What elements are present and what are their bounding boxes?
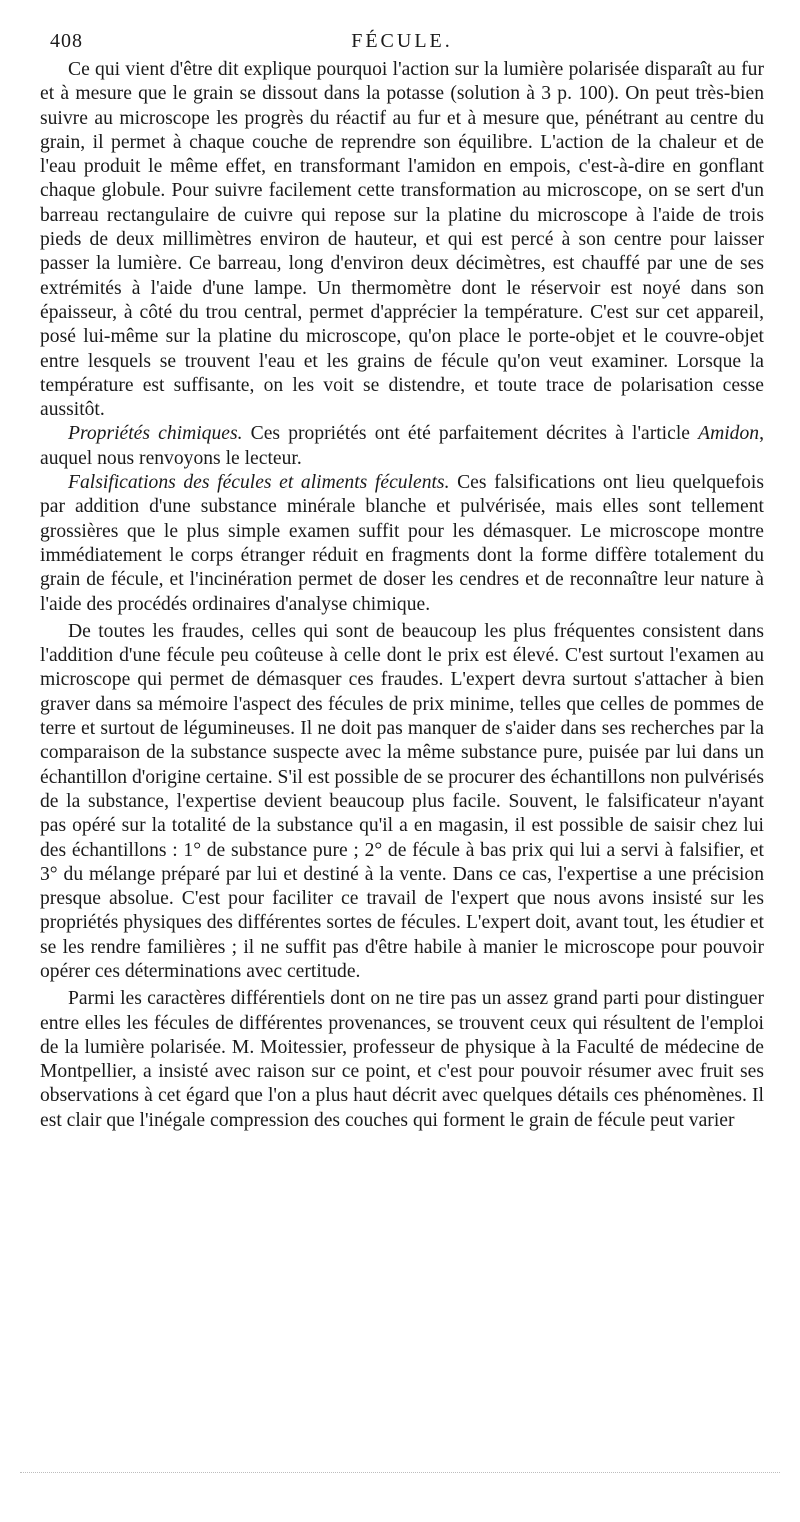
article-reference-amidon: Amidon xyxy=(698,423,760,445)
paragraph-falsifications xyxy=(40,471,764,617)
section-heading-proprietes-chimiques: Propriétés chimiques. xyxy=(68,423,243,445)
paragraph-text: Ces falsifications ont lieu quelquefois par addition d'une substance minérale blanche et pulvérisée, mais elles sont tellement grossières que le plus simple examen suffit pour les démasquer. Le microscope montre immédiatement le corps étranger réduit en fragments dont la forme diffère totalement du grain de fécule, et l'incinération permet de doser les cendres et de reconnaître leur nature à l'aide des procédés ordinaires d'analyse chimique. xyxy=(40,472,764,615)
paragraph-proprietes-chimiques xyxy=(40,422,764,471)
page-header xyxy=(40,30,764,58)
scan-noise-divider xyxy=(20,1472,780,1473)
page-number: 408 xyxy=(50,30,83,52)
body-text xyxy=(40,58,764,1133)
running-head: FÉCULE. xyxy=(351,30,453,52)
paragraph-text: , auquel nous renvoyons le lecteur. xyxy=(40,423,764,469)
paragraph-text: Ces propriétés ont été parfaitement décrites à l'article xyxy=(242,423,699,445)
paragraph-polarisation: Ce qui vient d'être dit explique pourquoi l'action sur la lumière polarisée disparaît au fur et à mesure que le grain se dissout dans la potasse (solution à 3 p. 100). On peut très-bien suivre au microscope les progrès du réactif au fur et à mesure que, pénétrant au centre du grain, il permet à chaque couche de reprendre son équilibre. L'action de la chaleur et de l'eau produit le même effet, en transformant l'amidon en empois, c'est-à-dire en gonflant chaque globule. Pour suivre facilement cette transformation au microscope, on se sert d'un barreau rectangulaire de cuivre qui repose sur la platine du microscope à l'aide de trois pieds de deux millimètres environ de hauteur, et qui est percé à son centre pour laisser passer la lumière. Ce barreau, long d'environ deux décimètres, est chauffé par une de ses extrémités à l'aide d'une lampe. Un thermomètre dont le réservoir est noyé dans son épaisseur, à côté du trou central, permet d'apprécier la température. C'est sur cet appareil, posé lui-même sur la platine du microscope, qu'on place le porte-objet et le couvre-objet entre lesquels se trouvent l'eau et les grains de fécule qu'on veut examiner. Lorsque la température est suffisante, on les voit se distendre, et toute trace de polarisation cesse aussitôt. xyxy=(40,59,764,421)
book-page xyxy=(40,30,764,1133)
paragraph-caracteres-differentiels: Parmi les caractères différentiels dont on ne tire pas un assez grand parti pour distinguer entre elles les fécules de différentes provenances, se trouvent ceux qui résultent de l'emploi de la lumière polarisée. M. Moitessier, professeur de physique à la Faculté de médecine de Montpellier, a insisté avec raison sur ce point, et c'est pour pouvoir résumer avec fruit ses observations à cet égard que l'on a plus haut décrit avec quelques détails ces phénomènes. Il est clair que l'inégale compression des couches qui forment le grain de fécule peut varier xyxy=(40,988,764,1131)
paragraph-fraudes: De toutes les fraudes, celles qui sont de beaucoup les plus fréquentes consistent dans l'addition d'une fécule peu coûteuse à celle dont le prix est élevé. C'est surtout l'examen au microscope qui permet de démasquer ces fraudes. L'expert devra surtout s'attacher à bien graver dans sa mémoire l'aspect des fécules de prix minime, telles que celles de pommes de terre et surtout de légumineuses. Il ne doit pas manquer de s'aider dans ses recherches par la comparaison de la substance suspecte avec la même substance pure, puisée par lui dans un échantillon d'origine certaine. S'il est possible de se procurer des échantillons non pulvérisés de la substance, l'expertise devient beaucoup plus facile. Souvent, le falsificateur n'ayant pas opéré sur la totalité de la substance qu'il a en magasin, il est possible de saisir chez lui des échantillons : 1° de substance pure ; 2° de fécule à bas prix qui lui a servi à falsifier, et 3° du mélange préparé par lui et destiné à la vente. Dans ce cas, l'expertise a une précision presque absolue. C'est pour faciliter ce travail de l'expert que nous avons insisté sur les propriétés physiques des différentes sortes de fécules. L'expert doit, avant tout, les étudier et se les rendre familières ; il ne suffit pas d'être habile à manier le microscope pour pouvoir opérer ces déterminations avec certitude. xyxy=(40,620,764,982)
section-heading-falsifications: Falsifications des fécules et aliments féculents. xyxy=(68,472,450,494)
